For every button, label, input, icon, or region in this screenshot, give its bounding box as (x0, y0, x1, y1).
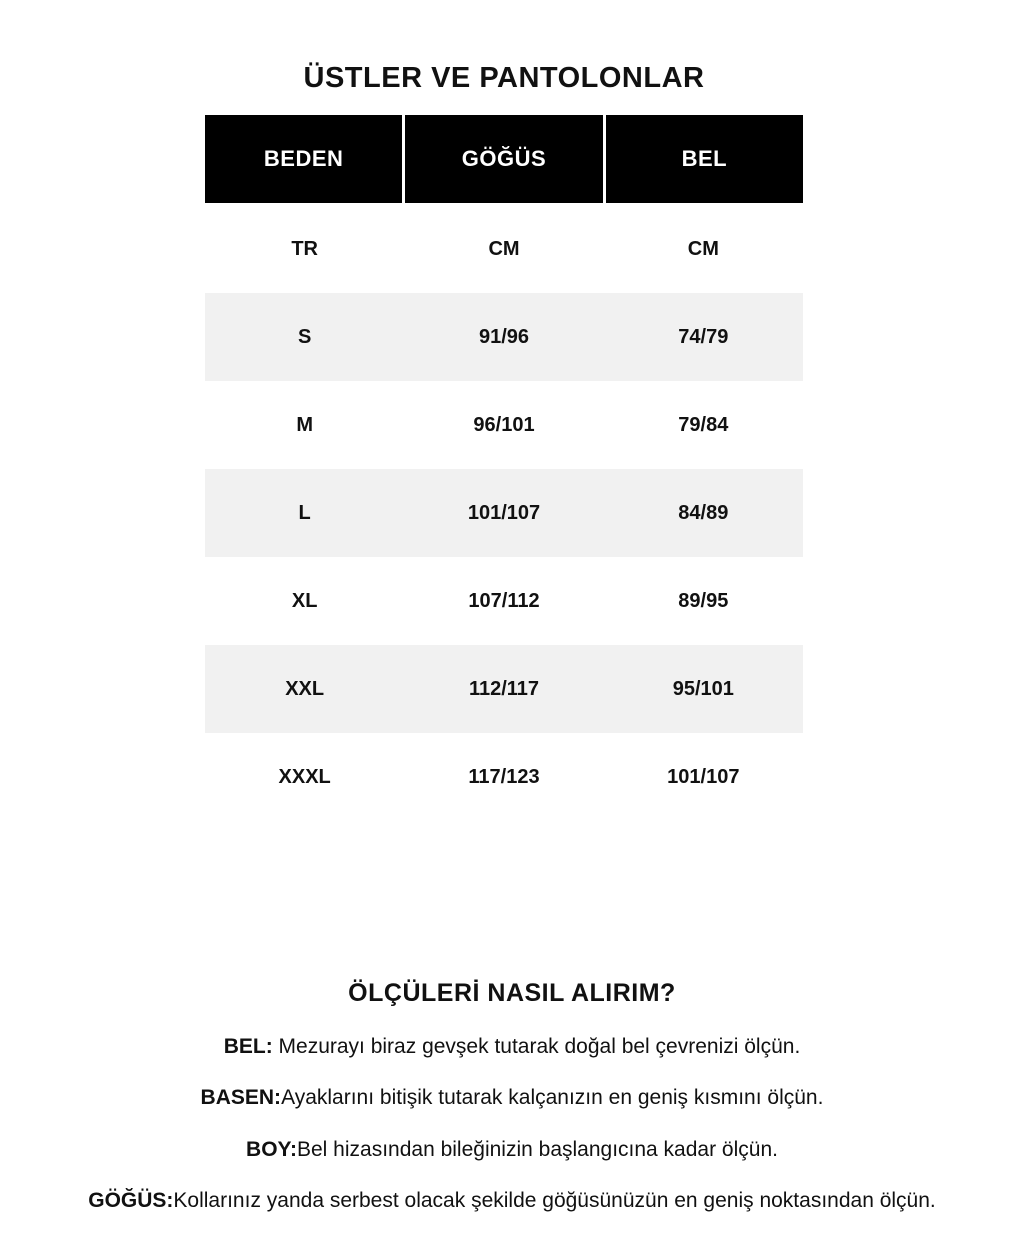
cell-chest: 117/123 (468, 765, 540, 788)
table-row-units (205, 205, 803, 293)
cell-waist: 74/79 (678, 325, 729, 348)
cell-chest: 101/107 (467, 501, 541, 524)
cell-waist: 79/84 (678, 413, 729, 436)
cell-chest: 112/117 (468, 677, 540, 700)
table-row-l (205, 469, 803, 557)
table-row-xxl (205, 645, 803, 733)
cell-chest: 107/112 (468, 589, 540, 612)
cell-size: S (297, 325, 312, 348)
size-chart-page (0, 62, 1024, 1213)
guide-item-gogus (0, 1189, 1024, 1213)
size-table (205, 115, 803, 821)
cell-chest: CM (488, 237, 520, 260)
guide-item-label: BASEN: (200, 1086, 282, 1110)
measure-guide-heading: ÖLÇÜLERİ NASIL ALIRIM? (348, 979, 676, 1008)
cell-chest: 96/101 (473, 413, 535, 436)
page-title: ÜSTLER VE PANTOLONLAR (303, 62, 705, 94)
cell-waist: 101/107 (667, 765, 740, 788)
guide-item-label: BOY: (246, 1137, 297, 1161)
cell-chest: 91/96 (478, 325, 530, 348)
table-row-xl (205, 557, 803, 645)
column-header-beden: BEDEN (205, 115, 402, 203)
cell-waist: 89/95 (678, 589, 729, 612)
cell-waist: 84/89 (678, 501, 729, 524)
cell-size: XL (291, 589, 318, 612)
column-header-gogus: GÖĞÜS (405, 115, 602, 203)
guide-item-text: Kollarınız yanda serbest olacak şekilde göğüsünüzün en geniş noktasından ölçün. (173, 1188, 936, 1212)
cell-size: TR (291, 237, 318, 260)
cell-waist: CM (687, 237, 719, 260)
table-row-m (205, 381, 803, 469)
measure-guide-section (0, 979, 1024, 1213)
guide-item-label: GÖĞÜS: (88, 1188, 174, 1212)
size-table-header-row (205, 115, 803, 203)
guide-item-label: BEL: (223, 1035, 273, 1059)
guide-item-bel (0, 1035, 1024, 1059)
column-header-bel: BEL (606, 115, 803, 203)
table-row-xxxl (205, 733, 803, 821)
guide-item-text: Bel hizasından bileğinizin başlangıcına kadar ölçün. (296, 1137, 778, 1161)
guide-item-boy (0, 1138, 1024, 1162)
cell-waist: 95/101 (672, 677, 734, 700)
cell-size: M (296, 413, 313, 436)
table-row-s (205, 293, 803, 381)
cell-size: L (298, 501, 311, 524)
guide-item-basen (0, 1086, 1024, 1110)
cell-size: XXL (285, 677, 325, 700)
guide-item-text: Mezurayı biraz gevşek tutarak doğal bel çevrenizi ölçün. (272, 1035, 801, 1059)
guide-item-text: Ayaklarını bitişik tutarak kalçanızın en geniş kısmını ölçün. (281, 1086, 824, 1110)
cell-size: XXXL (278, 765, 331, 788)
